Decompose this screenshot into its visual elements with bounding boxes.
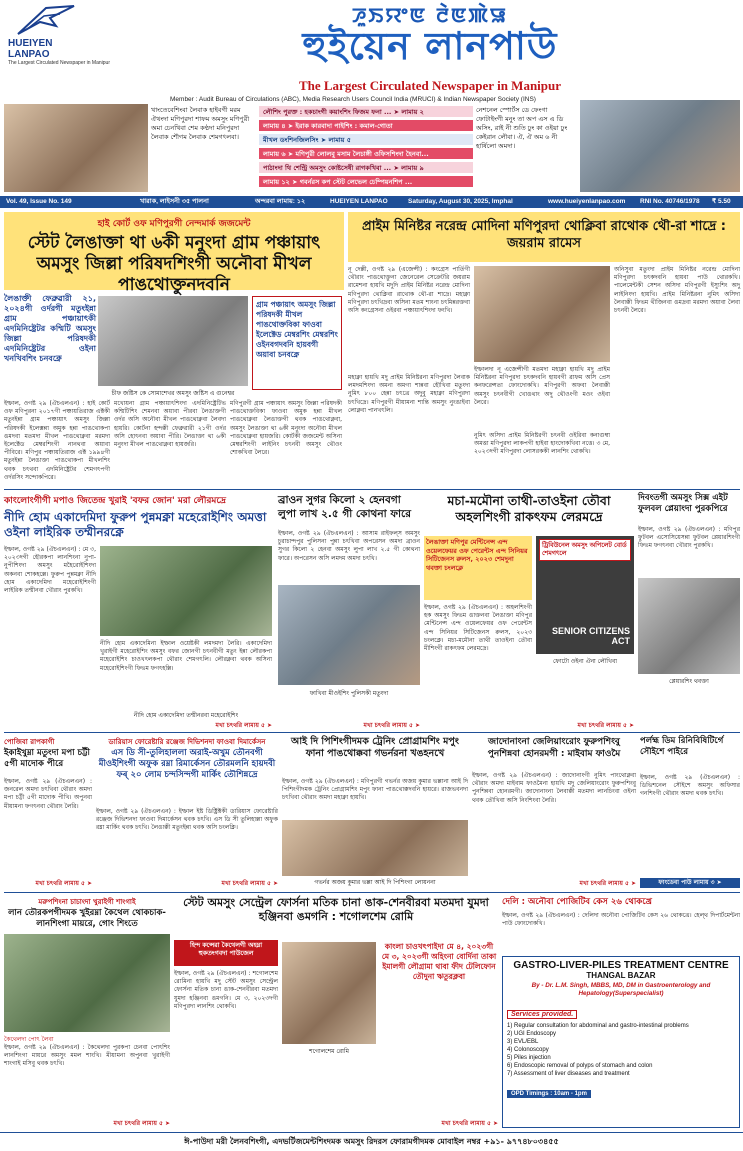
story11-headline-block (640, 736, 740, 772)
logo (8, 4, 118, 66)
story5-caption: ফোটো ওইনা ঐনা লৌখিবা (552, 658, 618, 665)
story13-photo (282, 942, 376, 1044)
logo-name: HUEIYEN LANPAO (8, 38, 53, 60)
story10-body: ইম্ফাল, ওগষ্ট ২৯ (ঐচএলএন) : জাদোনাংগী নুমিৎ পাংথোক্নবা থৌরাং অমদা মাইবাম ফাওমৈনা হায়খি মদু জেলিয়াংরোং ফুরুপশিংবু পুনশিন্নবা হোনরমগী। জাদোনাংনা লৈবাক্কী মতমদা লানচিংবা ওইনা থবক তৌখিবা অসি নিংশিংবা লৈরি। (472, 772, 636, 804)
ticker-left-text: খাংতেবেশিংবা লৈবাক হাইবগী মরম ঐথংদা মণিপুরদা শাফম অমসুং মণিপুরী অমা চেনখিবা শেম কণ্ঠদা মনিপুরদা লৈবাক শৌগম লৈবাক শেমগৎলবা। (151, 106, 250, 141)
story2-body-col4: নুমিৎ অসিদা প্রাইম মিনিষ্টরগী চৎনবী ওইরিবা কনাগুম্বা অমত্তা মণিপুরদা লাকপগী হাইবা হাংদোকখিবা নত্তে। ৩ মে, ২০২৩দগী মণিপুরদা লোসরককী লানশিং থোকখি। (474, 432, 610, 456)
index-row[interactable]: মীখল ডংশিনজিলসিং ➤ লামায় ৫ (259, 134, 473, 146)
story1-body-col3: মণিপুরগী গ্রাম পঞ্চায়াৎ অমসুং জিল্লা পরিষদকী পাঙথোক্তবিকা ফাওবা অমুক হন্না মীখল পাঙথোক্নবা লৈঙাক্তগী থবক পাঙথোক্নবা, অমসুং লৈঙাক্তা থা ৬কী মনুংদা অনৌবা মীখল পাঙথোক্নবা হায়জরি। কোর্টকী জজমেন্ট অসিনা মেম্বরশিংগী লাইনিং চৎনবী অমসুং থৌওং শোকখিবা লৈরে। (230, 400, 342, 457)
story7-headline-block (4, 736, 92, 776)
index-row[interactable]: লৌশিং পুরক্ত : হকচাংগী কয়াংশিং ফিজম ফনা ... ➤ লামায় ২ (259, 106, 473, 118)
ad-service-item: 5) Piles injection (507, 1055, 551, 1061)
story12-kicker: মরুপশিংনা চাচাংদা খুরাইগী শাংগাই (38, 898, 136, 906)
story13-continued[interactable]: মখা চৎথরি লামায় ৫ ➤ (441, 1120, 498, 1127)
masthead-tagline: The Largest Circulated Newspaper in Manipur (298, 78, 562, 93)
front-photo-sports-day (580, 100, 740, 192)
story4-photo (278, 585, 420, 685)
story2-body-col1: নূ দেল্লী, ওগষ্ট ২৯ (এজেন্সী) : কংগ্রেস পার্তিগী থৌরাং পাঙথোক্তুনা জেনেরেল সেক্রেটরি জয়রাম রামেশনা হায়খি মদুদি প্রাইম মিনিষ্টর নরেন্দ্র মোদিনা মণিপুরদা থোক্লিবা রাথোক থৌ-রা শাদ্রে। মহাক্না মণিপুরদা চৎখিদ্রবা অসিনা মতম শাংনা চৎমিন্নরক্তবা অসি কংগ্রেসনা ওইরবা পঞ্চায়াৎশিংদা ফংখি। (348, 266, 470, 315)
story3-headline[interactable]: নীদি হোম একাদেমিদা ফুরুপ পুন্নমক্না মহেরোইশিং অমত্তা ওইনা লাইরিক তম্মীনরক্নে (4, 510, 267, 539)
ad-title: GASTRO-LIVER-PILES TREATMENT CENTRE (513, 960, 729, 971)
ad-opd-timings: OPD Timings : 10am - 1pm (507, 1090, 591, 1098)
index-row[interactable]: লামায় ১২ ➤ গবর্নরস কপ স্টেট লেভেল চেম্পিয়নশিপ ... (259, 176, 473, 188)
ad-service-item: 4) Colonoscopy (507, 1047, 549, 1053)
ticker-right-text: নেশনেল স্পোর্টস ডে ফেংগা ফোটাইংগী মনুং তা অপ এস এ ডি অসিং, রাই নী শুতি ঢুং কা ওইয়া ঢুং কেইরান লৌবা। ঐ, ঐ অম ৬ নী হার্ষিলো অমদা। (476, 106, 568, 150)
story1-photo-caption: চীফ জষ্টিস কে সোমাশেখর অমসুং জষ্টিস এ গুনেশ্বর (111, 390, 235, 397)
story7-body: ইম্ফাল, ওগষ্ট ২৯ (ঐচএলএন) : জনরেল অমদা চৎখিবা থৌরাং অমদা মপা চট্টী ৫গী মাদোক পীখি। অপুনবা মীয়ামনা ফগৎনবা থৌরাং লৈরি। (4, 778, 92, 810)
story5-box-left: লৈঙাক্তা মণিপুর মেন্টিনেন্স এন্দ ওয়েলফেয়র ওফ পেরেন্টস এন্দ সিনিয়র সিটিজেনস রুলস, ২০২৩ শেমদুনা থবক্তা চংলক্লে (424, 536, 532, 600)
issue-pages: অন্দরবা লামায়: ১২ (255, 198, 306, 205)
story6-headline[interactable]: দিবংতগী অমসুং সিক্স এইট ফুলবল প্লেয়াংদা পুরকপিরে (638, 493, 728, 514)
story6-body: ইম্ফাল, ওগষ্ট ২৯ (ঐচএলএন) : মণিপুর ফুটবল এসোসিয়েসন্না ফুটবল প্লেয়ারশিংগী ফিভম ফগৎনবা খৌরাং পুরকখি। (638, 526, 740, 550)
story5-box-right: ট্রিবিউনেল অমসুং অপিলেট বোর্ড শেমগৎলে (539, 539, 631, 561)
issue-price: ₹ 5.50 (712, 198, 731, 205)
story3-caption: নীদি হোম একাদেমিদা তম্মীনরবা মহেরোইশিং (133, 712, 239, 719)
story13-headline[interactable]: স্টেট অমসুং সেন্ট্রেল ফোর্সনা মতিক চানা ঙাক-শেনবীরবা মতমদা যুমদা হঞ্জিনবা ঙমগনি : শগোলশেম রোমি (183, 896, 489, 923)
story12-headline[interactable]: লান তৌরকপগীদমক খুইরম্না কৈথেল থোকচাক-লানশিংগা মায়রে, গোং শিংতে (8, 908, 166, 929)
story1-headline-block (4, 212, 344, 295)
story7-headline[interactable]: ইকাইখুম্না মতুংদা মপা চট্টী ৫গী মাদোক পীরে (4, 748, 90, 769)
story5-photo-label: SENIOR CITIZENS ACT (551, 626, 630, 646)
story6-photo (638, 578, 740, 674)
index-row[interactable]: লামায় ৬ ➤ মণিপুরী লোলবু মসাম লৈচাঙ্গী ওফিসশিংদা হৈনবা... (259, 148, 473, 160)
story4-headline[interactable]: ব্রাওন সুগর কিলো ২ হেনবগা লুপা লাখ ২.৫ গী কোথনা ফারে (278, 494, 412, 520)
story3-body-col1: ইম্ফাল, ওগষ্ট ২৯ (ঐচএলএন) : মে ৩, ২০২৩দগী হৌরকপা লানশিংনা নুপা-নুপীশিংদা অমসুং মহৈরোইশিংদা অকনবা শোকহল্লে। ফুরুপ পুন্নমক্না নীদি হোম একাদেমিদা মহেরোইশিংগী লাইরিক তম্মীনবা খৌরাং পুরকখি। (4, 546, 96, 595)
issue-regional-date: খারাক, লাইসনী ৩৫ পালনা (140, 198, 209, 205)
issue-date: Saturday, August 30, 2025, Imphal (408, 198, 513, 205)
story8-body: ইম্ফাল, ওগষ্ট ২৯ (ঐচএলএন) : ইম্ফাল ইষ্ট ডিষ্ট্রিক্টকী ডারিয়াস ফোরেষ্টারি রঞ্জেজ দিভিশনদা ফাওবা দিমার্কেসন থবক চৎখি। এস ডি সী তুলিহাল্লা অফুক রম্না মার্কিং থবক চৎখি। লৈঙাক্কী মতুংইন্না থবক অসি চংলক্লি। (96, 808, 278, 832)
story2-body-col2: মহাক্না হায়খি মদু প্রাইম মিনিষ্টরনা মণিপুরদা লৈবাক লমদমশিংদা অমনা অমগা শান্নবা হৌখিবা মতুংদা নুমিৎ ৮০০ হেন্না চৎখ্রে অদুবু মহাক্না মণিপুরদা চৎখিদ্রে। মণিপুরগী মীয়ামনা শান্তি অমসুং নুংঙাইবা লোক্নবা পানখৎলি। (348, 374, 470, 414)
story1-lead: লৈঙাক্তী ফেব্রুৱারী ২১, ২০২৪গী ওর্দরগী মতুংইন্না গ্রাম পঞ্চায়াৎকী এদমিনিষ্ট্রেটর কম্মিটি অমসুং জিল্লা পরিষদকী এদমিনিষ্ট্রেটর ওইনা খনখিবশিং চনবক্নে (4, 294, 96, 363)
story11-body: ইম্ফাল, ওগষ্ট ২৯ (ঐচএলএন) : ডিভিশনেল সৌইশে অমসুং অফিসার গনশিংগী থৌরাং অমদা থবক চৎখি। (640, 774, 740, 798)
story4-headline-block (278, 493, 420, 527)
story13-headline-block (174, 896, 498, 938)
story3-photo (100, 546, 272, 636)
issue-rni: RNI No. 40746/1978 (640, 198, 700, 205)
ad-service-item: 7) Assessment of liver diseases and treatment (507, 1071, 630, 1077)
story9-caption: গভর্নর অজয় কুমার ভল্লা আই দি পিশিংগা লোয়ননা (314, 879, 436, 886)
index-row[interactable]: লামায় ৪ ➤ ইরাক কারবাদা পাইশিং : কমাল-গোতা (259, 120, 473, 132)
story12-photo (4, 934, 170, 1032)
ad-services-list (507, 1022, 735, 1078)
story4-body: ইম্ফাল, ওগষ্ট ২৯ (ঐচএলএন) : আসাম রাইফল্স অমসুং চুরাচান্দপুর পুলিসনা পুন্না চৎখিবা অপরেসন অমদা ব্রাওন সুগর কিলো ২ হেনবা অমসুং লুপা লাখ ২.৫ গী কোথনা ফারে। অপরেসন অসি লমদম অমদা চৎখি। (278, 530, 420, 562)
story6-caption: প্লেয়ারশিং থবক্তা (669, 678, 709, 685)
story1-body-col1: ইম্ফাল, ওগষ্ট ২৯ (ঐচএলএন) : হাই কোর্ট ওফ মণিপুরনা ২০১৭গী পঞ্চায়তিরাজ এক্টকী মতুংইন্না গ্রাম পঞ্চায়াৎ অমসুং জিল্লা পরিষদকী ইলেক্সন্না অমুক হন্না পাঙথোকপা ঙমদবা মতমদা মীখল পাঙথোক্নবা মরমদা ইলেক্টেড মেম্বরশিংগী নানথবা অয়াবা পীবিরে। মণিপুর পঞ্চায়তিরাজ এক্ট ১৯৯৪গী মতুংইন্না লৈঙাক্তা পাঙথোকপা মীখলশিং থবক চৎথবা এদমিনিষ্ট্রেটর শেমগৎপগী ওর্দরসিং সন্দোকপিরে। (4, 400, 110, 481)
story4-continued[interactable]: মখা চৎথরি লামায় ৫ ➤ (363, 722, 420, 729)
divider (4, 489, 740, 490)
story5-headline[interactable]: মচা-মমৌনা তাথী-তাওইনা তৌবা অহলশিংগী রাকৎফম লেরমদ্রে (447, 493, 611, 524)
issue-volume: Vol. 49, Issue No. 149 (6, 198, 72, 205)
front-photo-dancers (4, 104, 148, 192)
masthead-script-title: ꯍꯨꯏꯌꯦꯟ ꯂꯥꯟꯄꯥꯎ (352, 3, 508, 27)
story11-headline[interactable]: পর্লহ্ম ডিম রিনিবিষিটির্গে সৌইশে পাইরে (640, 736, 724, 757)
story14-headline-block (502, 896, 740, 910)
footer-contact: ঈ-পাউদা মরী লৈনবশিংগী, এদভর্টিজমেন্টশিংদমক অমসুং রিদরস ফোরামগীদমক মোবাইল নম্বর +৯১- ৯৭৭৪৮০৩৪৫৫ (0, 1132, 743, 1150)
story5-body: ইম্ফাল, ওগষ্ট ২৯ (ঐচএলএন) : অহলশিংগী হক অমসুং ফিভম ঙাক্তনবা লৈঙাক্তা মণিপুর মেন্টিনেন্স এন্দ ওয়েলফেয়র ওফ পেরেন্টস এন্দ সিনিয়র সিটিজেনস রুলস, ২০২৩ চংলক্লে। মচা-মমৌনা তাথী তাওইনা তৌবা মীশিংগী রাকৎফম লেরমদ্রে। (424, 604, 532, 653)
index-row[interactable]: পাঠাংদা থি শেন্ট্রি অমসুং কোষ্টসেষী রাগকখিবা ... ➤ লামায় ৯ (259, 162, 473, 174)
story12-headline-block (4, 896, 170, 930)
story1-highlight: গ্রাম পঞ্চায়াৎ অমসুং জিল্লা পরিষদকী মীখল পাঙথোক্তবিকা ফাওবা ইলেক্টেড মেম্বরশিং মেম্বরশিং ওইনবগদবনি হায়বগী অয়াবা চনবক্নে (252, 296, 342, 390)
ad-doctor: By - Dr. L.M. Singh, MBBS, MD, DM in Gastroenterology and Hepatology(Superspecialist) (531, 982, 711, 997)
story13-quote: কাংলা চাওখৎপাইদা মে ৪, ২০২৩গী মে ৩, ২০২৩গী অহিংনা বোর্দিনা তাকা ইমালগী লৌগ্ৰামা থাবা ফীদ টেলিফোন তৌদুনা ঋতুরক্লবা (381, 942, 497, 981)
membership-line: Member : Audit Bureau of Circulations (ABC), Media Research Users Council India (MRUCI) & Indian Newspaper Society (INS) (170, 96, 536, 103)
story5-continued[interactable]: মখা চৎথরি লামায় ৫ ➤ (577, 722, 634, 729)
masthead-title: হুইয়েন লানপাউ (302, 23, 558, 68)
story9-photo (282, 820, 468, 876)
story8-headline[interactable]: এস ডি সী-তুলিহাললা অরাই-অখুম তৌনবগী মীওইশিংগী অফুক রম্না রিমার্কেসন তৌরমলনি হায়দবী ফৰ্ ২০ লোম চন্দসিন্দগী মার্কিং তৌশিন্নদ্রে (98, 748, 276, 780)
story10-continued[interactable]: মখা চৎথরি লামায় ৫ ➤ (579, 880, 636, 887)
story5-headline-block (424, 493, 634, 533)
story13-body: ইম্ফাল, ওগষ্ট ২৯ (ঐচএলএন) : শগোলশেম রোমিনা হায়খি মদু স্টেট অমসুং সেন্ট্রেল ফোর্সনা মতিক চানা ঙাক-শেনবীরবা মতমদা যুমদা হঞ্জিনবা ঙমগনি। মে ৩, ২০২৩দগী মণিপুরদা লানশিং থোকখি। (174, 970, 278, 1010)
story1-headline[interactable]: স্টেট লৈঙাক্তা থা ৬কী মনুংদা গ্রাম পঞ্চায়াৎ অমসুং জিল্লা পরিষদশিংগী অনৌবা মীখল পাঙথোক্তুনদবনি (27, 233, 321, 295)
story10-headline-block (472, 736, 636, 770)
story8-headline-block (96, 736, 278, 804)
story3-kicker: কাংলোংগীগী মপাও জিতেন্দ্র খুরাই 'বফর জোন' মরা লৌরমদ্রে (4, 496, 227, 506)
story2-headline[interactable]: প্রাইম মিনিষ্টর নরেন্দ্র মোদিনা মণিপুরদা থোক্লিবা রাথোক থৌ-রা শাদ্রে : জয়রাম রামেস (362, 219, 726, 251)
story8-kicker: ডারিয়াস ফোরেষ্টারি রঞ্জেজ দিভিশনদা ফাওবা দিমার্কেসন (108, 738, 266, 746)
issue-website: www.hueiyenlanpao.com (548, 198, 626, 205)
story5-photo (536, 536, 634, 654)
story2-headline-block (348, 212, 740, 262)
story3-continued[interactable]: মখা চৎথরি লামায় ৫ ➤ (215, 722, 272, 729)
story2-body-col3: ইম্ফালদা নূ এজেন্সীগী মতমদা মহাক্না হায়খি মদু প্রাইম মিনিষ্টরনা মণিপুরদা চৎকদবনি হায়বগী ৱাফম অসি প্রেস কনফরেন্সতা ফোংদোকখি। মণিপুরগী অফবা লৈবাক্কী অমসুং চৎনবীগী খোঙথাং অদু থৌওংগী মওং ওইবা লৈরে। (474, 366, 610, 406)
story3-headline-block (4, 493, 274, 543)
ad-service-item: 6) Endoscopic removal of polyps of stomach and colon (507, 1063, 653, 1069)
tiny-badge[interactable]: ফাংডেবা পাউ লামায় ৩ ➤ (640, 878, 740, 888)
issue-strip (0, 196, 743, 208)
story7-kicker: পোজিবা রাপকাগী (4, 738, 55, 746)
story6-headline-block (638, 493, 740, 523)
story3-body-col2: নীদি হোম একাদেমিনা ইম্ফাল ওয়েষ্টকী লমদমদা লৈরি। একাদেমিদা খুরাইগী মহেরোইশিং অমসুং বফর জোনগী চৎনবীগী মতুং ইন্না লৌরকপা মহেরোইশিং চাওখৎলকপা থৌরাং শেমগৎলি। লৌরক্নবা থবক অসিনা মহেরোইশিংগী ফিভম ফগৎহল্লি। (100, 640, 272, 672)
story12-continued[interactable]: মখা চৎথরি লামায় ৫ ➤ (113, 1120, 170, 1127)
ad-services-label: Services provided. (507, 1010, 577, 1019)
story12-body: ইম্ফাল, ওগষ্ট ২৯ (ঐচএলএন) : কৈথেলদা পুরকপা চেনবা পোৎশিং লানশিংগা মায়রে অমসুং মমল শাংখি। মীয়ামনা অপুনবা খুরাইগী শাংগাই মসিবু থবক চৎখি। (4, 1044, 170, 1068)
story14-body: ইম্ফাল, ওগষ্ট ২৯ (ঐচএলএন) : দেলিদা অনৌবা পোজিটিব কেস ২৬ থোকখ্রে। হেল্থ দিপার্টমেন্টনা পাউ ফোংদোকখি। (502, 912, 740, 928)
issue-paper-name: HUEIYEN LANPAO (330, 198, 388, 205)
story8-continued[interactable]: মখা চৎথরি লামায় ৫ ➤ (221, 880, 278, 887)
story7-continued[interactable]: মখা চৎথরি লামায় ৫ ➤ (35, 880, 92, 887)
story4-caption: ফাখিবা মীওইশিং পুলিসকী মতুংদা (309, 690, 389, 697)
ad-service-item: 3) EVL/EBL (507, 1039, 539, 1045)
divider (4, 892, 740, 893)
story1-kicker: হাই কোর্ট ওফ মণিপুরগী নেন্দমার্ক জজমেন্ট (97, 219, 251, 229)
story14-headline[interactable]: দেলি : অনৌবা পোজিটিব কেস ২৬ থোকখ্রে (502, 897, 652, 907)
story13-box: হিন্দ কন্সেরা কৈথেলগী অহম্না হুকতংগবদা পাউজেল (174, 940, 278, 966)
story9-headline[interactable]: আই দি পিশিংগীদমক ট্রেনিং প্রোগ্রামশিং মপুং ফানা পাঙথোক্কবা গভর্নরনা খঙহনখে (291, 736, 459, 759)
gastro-ad[interactable] (502, 956, 740, 1128)
story2-photo-jairam (474, 266, 610, 362)
story9-body: ইম্ফাল, ওগষ্ট ২৯ (ঐচএলএন) : মণিপুরগী গভর্নর অজয় কুমার ভল্লানা আই দি পিশিংগীদমক ট্রেনিং প্রোগ্রামশিং মপুং ফানা পাঙথোক্কদবনি হায়রে। রাজভবনদা চৎখিবা থৌরাং অমদা মহাক্না হায়খি। (282, 778, 468, 802)
story2-body-right: অনিসুবা মতুংদা প্রাইম মিনিষ্টর নরেন্দ্র মোদিনা মণিপুরদা চৎকদবনি হায়বা পাউ থোরকখি। পালেমেন্টকী সেশন অসিদা মণিপুরগী ইস্যুশিং অদু লাইনিংদা হায়খি। প্রাইম মিনিষ্টরনা নুমিৎ অসিদা লৈবাক্কী ফিভম থীজিনবা ঙমদ্রবা মরমদা অয়াবা লৈবা চৎনবী লৈরে। (614, 266, 740, 315)
story9-headline-block (282, 736, 468, 776)
index-panel (259, 106, 473, 194)
story10-headline[interactable]: জাদোনাংনা জেলিয়াংরোং ফুরুপশিংবু পুনশিন্নবা হোনরমগী : মাইবাম ফাওমৈ (487, 737, 621, 759)
story1-body-col2: মখোয়না গ্রাম পঞ্চায়াৎশিংদা এদমিনিষ্ট্রেটিভ কম্মিটিশিং শেমনবা অয়াবা পীরবা লৈঙাক্তগী ওর্দর অসি অনৌবা মীখল পাঙথোক্নবা লৈবদা হায়রি। কোর্টনা হন্দক্কী ফেব্রুৱারী ২১গী ওর্দর অসি হোৎনবা অয়াবা পীরি। লৈঙাক্তা থা ৬কী মনুংদা মীখল পাঙথোক্নবা হায়জরি। (114, 400, 226, 449)
story13-caption: শগোলশেম রোমি (309, 1048, 349, 1055)
ad-service-item: 1) Regular consultation for abdominal and gastro-intestinal problems (507, 1023, 689, 1029)
story1-photo-judges (98, 296, 248, 386)
ad-service-item: 2) UGI Endoscopy (507, 1031, 557, 1037)
bird-logo-icon (16, 4, 76, 40)
ad-subtitle: THANGAL BAZAR (586, 971, 656, 980)
story12-caption: কৈথেলদা পোৎ লৈবা (4, 1036, 54, 1043)
divider (4, 732, 740, 733)
logo-tagline: The Largest Circulated Newspaper in Manipur (8, 60, 110, 66)
